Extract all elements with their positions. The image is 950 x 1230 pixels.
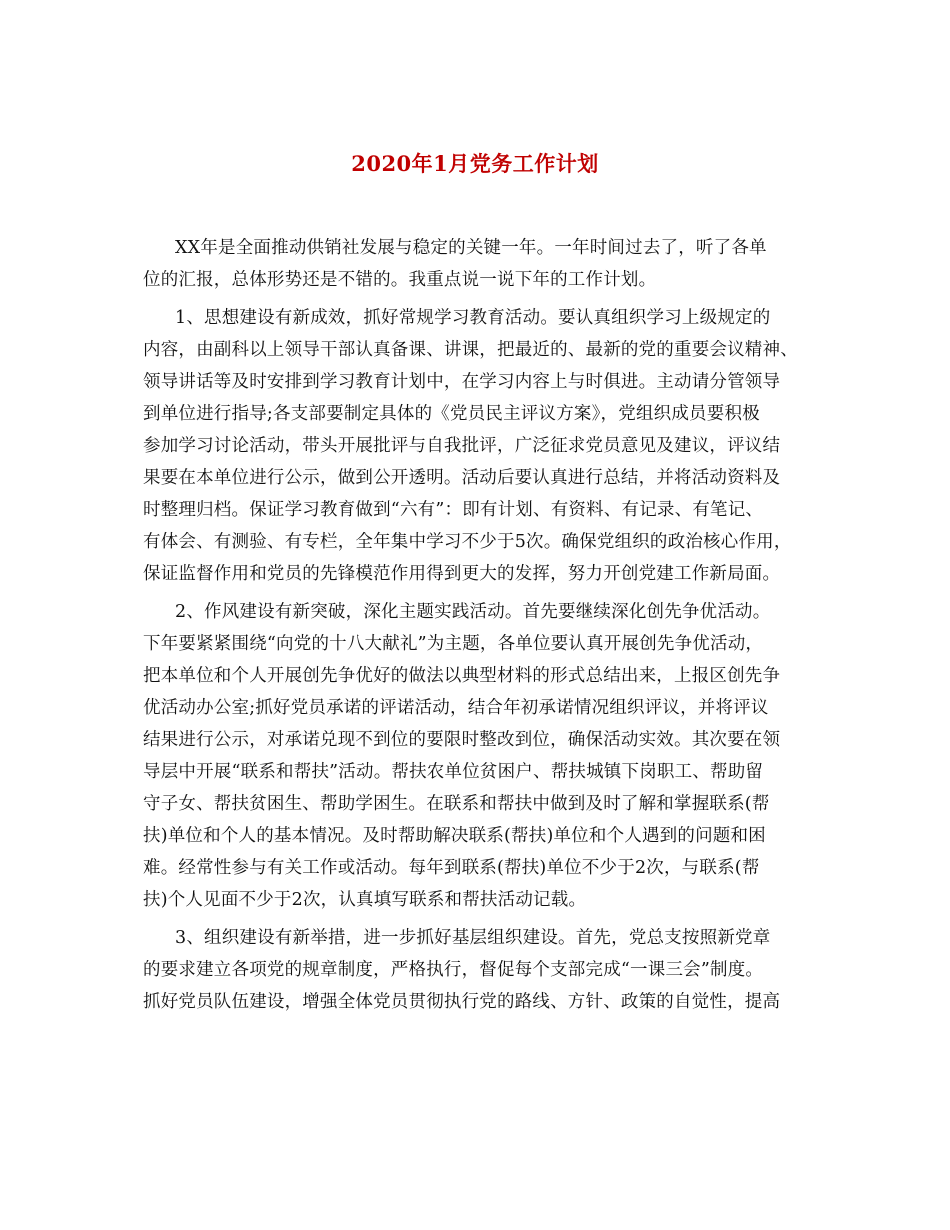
text-line: 扶)个人见面不少于2次，认真填写联系和帮扶活动记载。 <box>143 890 587 910</box>
text-line: 把本单位和个人开展创先争优好的做法以典型材料的形式总结出来，上报区创先争 <box>143 666 781 686</box>
text-line: 时整理归档。保证学习教育做到“六有”：即有计划、有资料、有记录、有笔记、 <box>143 500 764 520</box>
text-line: 保证监督作用和党员的先锋模范作用得到更大的发挥，努力开创党建工作新局面。 <box>143 564 781 584</box>
text-line: 扶)单位和个人的基本情况。及时帮助解决联系(帮扶)单位和个人遇到的问题和困 <box>143 826 766 846</box>
text-line: 2、作风建设有新突破，深化主题实践活动。首先要继续深化创先争优活动。 <box>175 602 771 622</box>
text-line: 1、思想建设有新成效，抓好常规学习教育活动。要认真组织学习上级规定的 <box>175 308 771 328</box>
text-line: 难。经常性参与有关工作或活动。每年到联系(帮扶)单位不少于2次，与联系(帮 <box>143 858 760 878</box>
paragraph <box>143 232 815 296</box>
text-line: 位的汇报，总体形势还是不错的。我重点说一说下年的工作计划。 <box>143 270 657 290</box>
text-line: 下年要紧紧围绕“向党的十八大献礼”为主题，各单位要认真开展创先争优活动， <box>143 634 764 654</box>
text-line: 导层中开展“联系和帮扶”活动。帮扶农单位贫困户、帮扶城镇下岗职工、帮助留 <box>143 762 764 782</box>
text-line: 有体会、有测验、有专栏，全年集中学习不少于5次。确保党组织的政治核心作用， <box>143 532 792 552</box>
document-title: 2020年1月党务工作计划 <box>351 151 599 176</box>
text-line: 果要在本单位进行公示，做到公开透明。活动后要认真进行总结，并将活动资料及 <box>143 468 781 488</box>
text-line: 内容，由副科以上领导干部认真备课、讲课，把最近的、最新的党的重要会议精神、 <box>143 340 798 360</box>
paragraph <box>143 302 815 590</box>
text-line: 到单位进行指导;各支部要制定具体的《党员民主评议方案》，党组织成员要积极 <box>143 404 760 424</box>
paragraph <box>143 922 815 1018</box>
text-line: 参加学习讨论活动，带头开展批评与自我批评，广泛征求党员意见及建议，评议结 <box>143 436 781 456</box>
text-line: 抓好党员队伍建设，增强全体党员贯彻执行党的路线、方针、政策的自觉性，提高 <box>143 992 781 1012</box>
text-line: 守子女、帮扶贫困生、帮助学困生。在联系和帮扶中做到及时了解和掌握联系(帮 <box>143 794 770 814</box>
text-line: 结果进行公示，对承诺兑现不到位的要限时整改到位，确保活动实效。其次要在领 <box>143 730 781 750</box>
paragraph <box>143 596 815 916</box>
text-line: XX年是全面推动供销社发展与稳定的关键一年。一年时间过去了，听了各单 <box>175 238 767 258</box>
text-line: 优活动办公室;抓好党员承诺的评诺活动，结合年初承诺情况组织评议，并将评议 <box>143 698 769 718</box>
text-line: 的要求建立各项党的规章制度，严格执行，督促每个支部完成“一课三会”制度。 <box>143 960 764 980</box>
text-line: 领导讲话等及时安排到学习教育计划中，在学习内容上与时俱进。主动请分管领导 <box>143 372 781 392</box>
text-line: 3、组织建设有新举措，进一步抓好基层组织建设。首先，党总支按照新党章 <box>175 928 771 948</box>
document-body <box>143 232 815 1018</box>
